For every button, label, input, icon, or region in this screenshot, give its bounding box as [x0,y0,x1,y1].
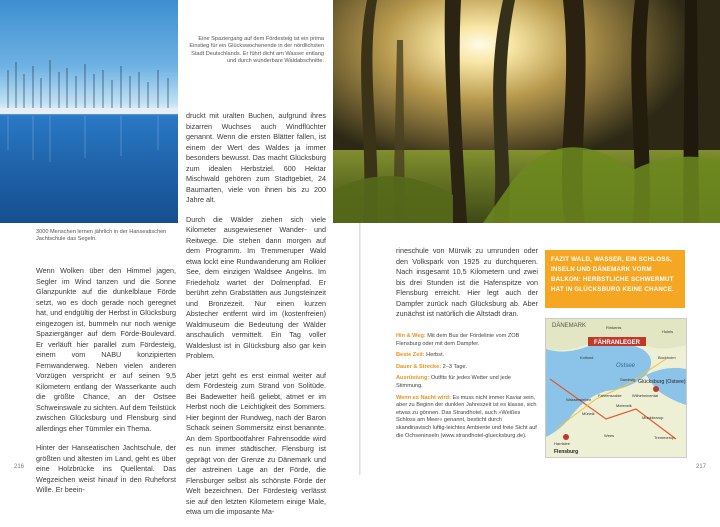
paragraph: druckt mit uralten Buchen, aufgrund ihres bizarren Wuchses auch Windflüchter genannt. Wenn die ersten Blätter fallen, ist einem der Wert des Waldes ja immer besonders bewusst. Das macht Glücksburg zum idealen Herbstziel. 600 Hektar Mischwald gehören zum Stadtgebiet, 24 Baumarten, viele von ihnen bis zu 200 Jahre alt. [186,111,326,204]
intro-caption: Eine Spaziergang auf dem Fördesteig ist ein prima Einstieg für ein Glückswochenende in der nördlichsten Stadt Deutschlands. Er führt dicht am Wasser entlang und durch wunderbare Waldabschnitte. [189,36,324,65]
map-town: Flensburg [554,449,579,455]
map-sign: FÄHRANLEGER [594,340,640,346]
article-column-1 [36,266,176,505]
map-town: Wilhelminental [632,393,659,398]
map-town: Kollund [580,355,594,360]
map-town: Munkbrarup [642,415,664,420]
info-text: Outfits für jedes Wetter und jede Stimmung. [396,375,511,389]
map-town: Rinkenis [606,325,622,330]
info-label: Beste Zeit: [396,352,425,359]
article-column-3 [396,246,538,329]
article-column-2 [186,111,326,527]
forest-scene [333,0,720,223]
info-label: Wenn es Nacht wird: [396,394,451,401]
info-item [396,352,538,360]
map-town: Sandwig [620,377,636,382]
fact-box [545,250,685,308]
info-text: 2–3 Tage. [442,363,468,370]
harbor-masts [0,0,178,223]
info-label: Hin & Weg: [396,333,426,339]
map-town: Tremmerup [654,435,675,440]
info-list [396,333,538,444]
photo-caption: 3000 Menschen lernen jährlich in der Hanseatischen Jachtschule das Segeln. [36,229,167,243]
info-text: Herbst. [426,352,445,359]
info-label: Dauer & Strecke: [396,363,442,370]
page-number-right: 217 [696,464,707,470]
map-town: Mürwik [582,411,595,416]
map-region: Ostsee [616,363,636,369]
fact-box-text: FAZIT WALD, WASSER, EIN SCHLOSS, INSELN UND DÄNEMARK VORM BALKON: HERBSTLICHE SCHWERMUT HAT IN GLÜCKSBURG KEINE CHANCE. [551,256,674,293]
map-town: Holnis [662,329,674,334]
map-town: Wees [604,433,615,438]
info-item [396,364,538,372]
paragraph: rineschule von Mürwik zu umrunden oder den Volkspark von 1925 zu durchqueren. Nach insgesamt 10,5 Kilometern und zwei bis drei Stunden ist die Hafenspitze von Flensburg erreicht. Hier legt auch der Dampfer zurück nach Glücksburg ab. Aber zunächst ist natürlich die Altstadt dran. [396,246,538,318]
paragraph: Wenn Wolken über den Himmel jagen, Segler im Wind tanzen und die Sonne Glanzpunkte auf die dunkelblaue Förde setzt, wo es doch gerade noch geregnet hat, und endgültig der Herbst in Glücksburg eingezogen ist, bummeln nur noch wenige Spaziergänger auf dem Förde-Boulevard. Er verläuft hier parallel zum Fördesteig, einem vom NABU konzipierten Fernwanderweg. Neben vielen anderen Vorzügen verspricht er auf seinen 9,5 Kilometern entlang der Wasserkante auch die größte Chance, an der Ostsee Schweinswale zu sichten. Auf dem Teilstück zwischen Glücksburg und Flensburg sind allerdings eher Tümmler ein Thema. [36,266,176,433]
info-item [396,375,538,390]
info-text: Es muss nicht immer Kaviar sein, aber zu Beginn der dunklen Jahreszeit ist es klasse, sich etwas zu gönnen. Das Strandhotel, auch »Weißes Schloss am Meer« genannt, besticht durch skandinavisch luftig-leichtes Ambiente und freie Sicht auf die Ochseninseln (www.strandhotel-gluecksburg.de). [396,394,537,439]
info-item [396,333,538,348]
area-map [545,318,687,458]
map-town: Fahrensodde [598,393,622,398]
harbor-photo [0,0,178,223]
paragraph: Durch die Wälder ziehen sich viele Kilometer ausgewiesener Wander- und Reitwege. Die stehen dann morgen auf dem Programm. Im Tremmeruper Wald etwa lockt eine Rundwanderung am Rolkier See, dem einzigen Waldsee Angelns. Im Friedeholz wartet der Dolmenpfad. Er berührt zehn Grabstätten aus Jungsteinzeit und Bronzezeit. Nur einen kurzen Abstecher entfernt wird im (kostenfreien) Waldmuseum die Bedeutung der Wälder anschaulich vermittelt. Ein Tag voller Waldeslust ist in Glücksburg also gar kein Problem. [186,214,326,360]
map-graphic [546,319,686,457]
map-town: Glücksburg (Ostsee) [638,379,686,385]
forest-photo [333,0,720,223]
info-text: Mit dem Bus der Fördelinie vom ZOB Flensburg oder mit dem Dampfer. [396,333,520,347]
info-item [396,395,538,441]
map-town: Wassersleben [566,397,592,402]
map-town: Meierwik [616,403,632,408]
paragraph: Aber jetzt geht es erst einmal weiter auf dem Fördesteig zum Strand von Solitüde. Bei Badewetter heiß geliebt, atmet er im Herbst noch die Leichtigkeit des Sommers. Hier beginnt der Rundweg, nach der Baron Schack seinen Sommersitz einst benannte. An dem Sportbootfahrer Fahrensodde wird es nun immer städtischer. Flensburg ist geprägt von der Grenze zu Dänemark und der astreinen Lage an der Förde, die Flensburger selbst als schönste Förde der Welt bezeichnen. Der Fördesteig verlässt sie auf den letzten Kilometern einige Male, etwa um die imposante Ma- [186,370,326,516]
map-country: DÄNEMARK [552,323,587,329]
page-number-left: 216 [14,464,25,470]
paragraph: Hinter der Hanseatischen Jachtschule, der größten und ältesten im Land, geht es über eine Holzbrücke ins Quellental. Das Wegzeichen weist hinauf in den Ruheforst Wille. Er beein- [36,443,176,494]
map-town: Bockholm [658,355,676,360]
info-label: Ausrüstung: [396,375,430,382]
map-town: Harrislee [554,441,571,446]
